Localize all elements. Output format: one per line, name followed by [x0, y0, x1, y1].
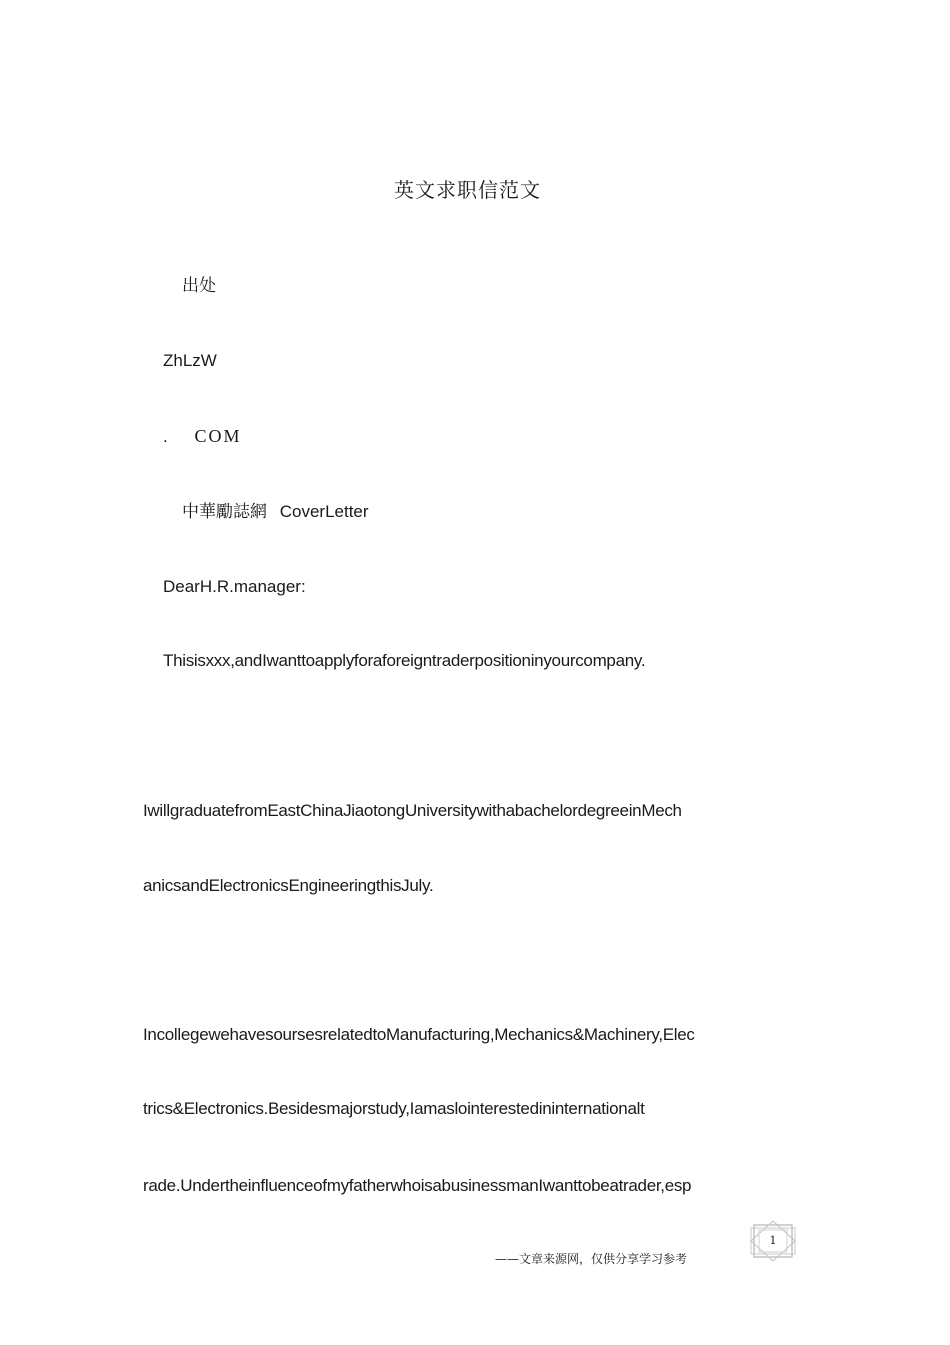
domain-dot: .: [163, 427, 168, 446]
footer-source-note: ——文章来源网，仅供分享学习参考: [495, 1252, 688, 1266]
paragraph-courses-line-3: rade.UndertheinfluenceofmyfatherwhoisabusinessmanIwanttobeatrader,esp: [143, 1176, 692, 1195]
cover-letter-heading: [182, 501, 369, 523]
page-number: 1: [769, 1234, 777, 1247]
paragraph-courses-line-2: trics&Electronics.Besidesmajorstudy,Iamaslointerestedininternationalt: [143, 1099, 645, 1118]
site-chinese-name: 中華勵誌網: [182, 502, 267, 522]
site-domain-line: [163, 425, 241, 448]
site-name: ZhLzW: [163, 351, 217, 370]
page-number-badge: [748, 1220, 798, 1262]
cover-letter-label: CoverLetter: [279, 502, 369, 521]
paragraph-education-line-1: IwillgraduatefromEastChinaJiaotongUniversitywithabachelordegreeinMech: [143, 801, 682, 820]
greeting: DearH.R.manager:: [163, 577, 306, 596]
document-title: 英文求职信范文: [394, 178, 541, 202]
domain-com: COM: [194, 426, 242, 446]
paragraph-courses-line-1: IncollegewehavesoursesrelatedtoManufacturing,Mechanics&Machinery,Elec: [143, 1025, 695, 1044]
paragraph-education-line-2: anicsandElectronicsEngineeringthisJuly.: [143, 876, 434, 895]
paragraph-intro: Thisisxxx,andIwanttoapplyforaforeigntraderpositioninyourcompany.: [163, 651, 646, 670]
source-label: 出处: [182, 276, 216, 296]
